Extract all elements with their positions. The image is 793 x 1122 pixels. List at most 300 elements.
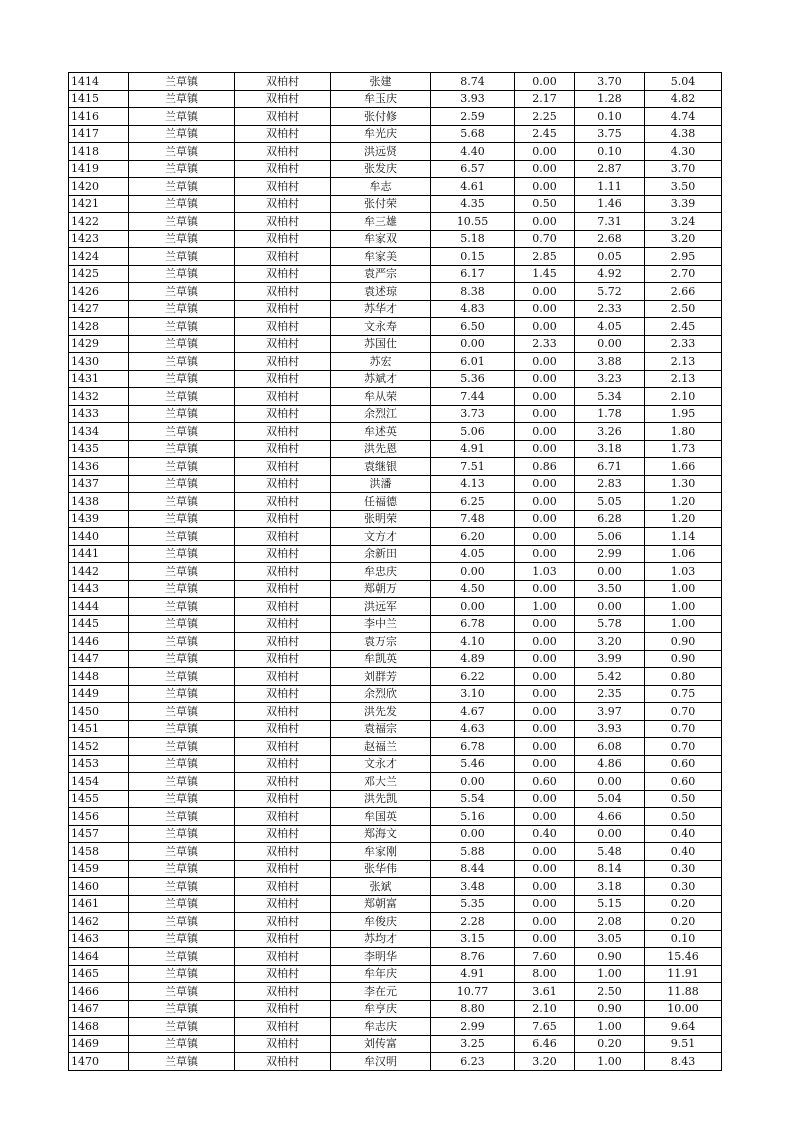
name-cell: 牟家刚	[331, 843, 431, 861]
row-id: 1439	[69, 510, 129, 528]
row-id: 1450	[69, 703, 129, 721]
row-id: 1423	[69, 230, 129, 248]
name-cell: 洪先恩	[331, 440, 431, 458]
table-row	[69, 825, 722, 843]
value-c-cell: 4.66	[575, 808, 645, 826]
row-id: 1429	[69, 335, 129, 353]
town-cell: 兰草镇	[129, 650, 235, 668]
table-row	[69, 265, 722, 283]
value-a-cell: 0.00	[431, 335, 515, 353]
town-cell: 兰草镇	[129, 580, 235, 598]
village-cell: 双柏村	[235, 668, 331, 686]
value-c-cell: 2.50	[575, 983, 645, 1001]
table-row	[69, 1018, 722, 1036]
row-id: 1461	[69, 895, 129, 913]
value-c-cell: 7.31	[575, 213, 645, 231]
value-c-cell: 2.33	[575, 300, 645, 318]
value-b-cell: 7.65	[515, 1018, 575, 1036]
value-d-cell: 5.04	[645, 73, 722, 91]
value-b-cell: 2.33	[515, 335, 575, 353]
value-b-cell: 0.00	[515, 405, 575, 423]
value-b-cell: 0.00	[515, 213, 575, 231]
value-d-cell: 1.30	[645, 475, 722, 493]
village-cell: 双柏村	[235, 90, 331, 108]
value-d-cell: 2.10	[645, 388, 722, 406]
town-cell: 兰草镇	[129, 73, 235, 91]
value-d-cell: 0.50	[645, 808, 722, 826]
town-cell: 兰草镇	[129, 948, 235, 966]
value-c-cell: 0.00	[575, 598, 645, 616]
name-cell: 袁述琼	[331, 283, 431, 301]
village-cell: 双柏村	[235, 790, 331, 808]
value-a-cell: 5.68	[431, 125, 515, 143]
row-id: 1464	[69, 948, 129, 966]
town-cell: 兰草镇	[129, 125, 235, 143]
village-cell: 双柏村	[235, 948, 331, 966]
table-row	[69, 808, 722, 826]
village-cell: 双柏村	[235, 370, 331, 388]
value-c-cell: 5.05	[575, 493, 645, 511]
village-cell: 双柏村	[235, 1000, 331, 1018]
value-a-cell: 3.25	[431, 1035, 515, 1053]
value-a-cell: 4.83	[431, 300, 515, 318]
table-row	[69, 300, 722, 318]
value-d-cell: 11.91	[645, 965, 722, 983]
name-cell: 文永寿	[331, 318, 431, 336]
table-row	[69, 423, 722, 441]
value-a-cell: 5.35	[431, 895, 515, 913]
row-id: 1440	[69, 528, 129, 546]
value-c-cell: 3.23	[575, 370, 645, 388]
town-cell: 兰草镇	[129, 528, 235, 546]
value-c-cell: 0.00	[575, 825, 645, 843]
town-cell: 兰草镇	[129, 1035, 235, 1053]
value-a-cell: 6.23	[431, 1053, 515, 1071]
value-c-cell: 0.00	[575, 335, 645, 353]
value-d-cell: 1.00	[645, 598, 722, 616]
table-row	[69, 1053, 722, 1071]
village-cell: 双柏村	[235, 458, 331, 476]
value-b-cell: 0.00	[515, 878, 575, 896]
value-a-cell: 6.78	[431, 615, 515, 633]
table-row	[69, 230, 722, 248]
value-d-cell: 2.13	[645, 370, 722, 388]
name-cell: 洪先发	[331, 703, 431, 721]
value-a-cell: 5.46	[431, 755, 515, 773]
village-cell: 双柏村	[235, 878, 331, 896]
table-row	[69, 580, 722, 598]
value-b-cell: 0.00	[515, 143, 575, 161]
value-d-cell: 2.45	[645, 318, 722, 336]
row-id: 1415	[69, 90, 129, 108]
table-row	[69, 405, 722, 423]
value-b-cell: 1.03	[515, 563, 575, 581]
town-cell: 兰草镇	[129, 755, 235, 773]
value-a-cell: 6.17	[431, 265, 515, 283]
town-cell: 兰草镇	[129, 615, 235, 633]
town-cell: 兰草镇	[129, 178, 235, 196]
town-cell: 兰草镇	[129, 143, 235, 161]
value-c-cell: 6.71	[575, 458, 645, 476]
town-cell: 兰草镇	[129, 230, 235, 248]
value-b-cell: 0.00	[515, 703, 575, 721]
value-d-cell: 1.03	[645, 563, 722, 581]
value-b-cell: 0.00	[515, 808, 575, 826]
value-b-cell: 3.20	[515, 1053, 575, 1071]
table-row	[69, 90, 722, 108]
value-b-cell: 0.50	[515, 195, 575, 213]
town-cell: 兰草镇	[129, 878, 235, 896]
value-b-cell: 0.60	[515, 773, 575, 791]
town-cell: 兰草镇	[129, 283, 235, 301]
name-cell: 文方才	[331, 528, 431, 546]
table-row	[69, 860, 722, 878]
value-d-cell: 1.95	[645, 405, 722, 423]
village-cell: 双柏村	[235, 405, 331, 423]
row-id: 1417	[69, 125, 129, 143]
town-cell: 兰草镇	[129, 1000, 235, 1018]
table-row	[69, 318, 722, 336]
value-c-cell: 1.11	[575, 178, 645, 196]
table-row	[69, 650, 722, 668]
village-cell: 双柏村	[235, 1018, 331, 1036]
row-id: 1424	[69, 248, 129, 266]
town-cell: 兰草镇	[129, 90, 235, 108]
table-row	[69, 388, 722, 406]
value-c-cell: 4.05	[575, 318, 645, 336]
value-b-cell: 0.00	[515, 650, 575, 668]
value-c-cell: 3.05	[575, 930, 645, 948]
village-cell: 双柏村	[235, 248, 331, 266]
value-a-cell: 4.50	[431, 580, 515, 598]
table-row	[69, 248, 722, 266]
value-d-cell: 3.50	[645, 178, 722, 196]
village-cell: 双柏村	[235, 738, 331, 756]
name-cell: 苏斌才	[331, 370, 431, 388]
town-cell: 兰草镇	[129, 825, 235, 843]
village-cell: 双柏村	[235, 965, 331, 983]
row-id: 1451	[69, 720, 129, 738]
table-row	[69, 353, 722, 371]
town-cell: 兰草镇	[129, 860, 235, 878]
value-d-cell: 9.51	[645, 1035, 722, 1053]
value-b-cell: 0.00	[515, 160, 575, 178]
town-cell: 兰草镇	[129, 773, 235, 791]
name-cell: 牟玉庆	[331, 90, 431, 108]
value-b-cell: 0.00	[515, 668, 575, 686]
value-d-cell: 1.14	[645, 528, 722, 546]
name-cell: 牟年庆	[331, 965, 431, 983]
village-cell: 双柏村	[235, 703, 331, 721]
town-cell: 兰草镇	[129, 248, 235, 266]
name-cell: 牟俊庆	[331, 913, 431, 931]
value-d-cell: 0.20	[645, 895, 722, 913]
value-c-cell: 0.90	[575, 1000, 645, 1018]
value-c-cell: 1.00	[575, 1053, 645, 1071]
value-a-cell: 3.15	[431, 930, 515, 948]
town-cell: 兰草镇	[129, 458, 235, 476]
value-b-cell: 0.00	[515, 318, 575, 336]
row-id: 1444	[69, 598, 129, 616]
value-b-cell: 0.00	[515, 790, 575, 808]
table-row	[69, 790, 722, 808]
town-cell: 兰草镇	[129, 108, 235, 126]
village-cell: 双柏村	[235, 528, 331, 546]
value-c-cell: 3.97	[575, 703, 645, 721]
value-a-cell: 5.06	[431, 423, 515, 441]
value-d-cell: 0.90	[645, 650, 722, 668]
value-a-cell: 2.28	[431, 913, 515, 931]
value-d-cell: 2.50	[645, 300, 722, 318]
value-c-cell: 1.28	[575, 90, 645, 108]
name-cell: 洪远军	[331, 598, 431, 616]
row-id: 1422	[69, 213, 129, 231]
value-d-cell: 0.60	[645, 755, 722, 773]
value-d-cell: 1.06	[645, 545, 722, 563]
row-id: 1442	[69, 563, 129, 581]
value-a-cell: 4.05	[431, 545, 515, 563]
table-row	[69, 738, 722, 756]
name-cell: 牟国英	[331, 808, 431, 826]
value-c-cell: 3.50	[575, 580, 645, 598]
row-id: 1427	[69, 300, 129, 318]
value-b-cell: 3.61	[515, 983, 575, 1001]
value-c-cell: 3.26	[575, 423, 645, 441]
row-id: 1452	[69, 738, 129, 756]
table-row	[69, 965, 722, 983]
value-d-cell: 0.10	[645, 930, 722, 948]
value-d-cell: 1.73	[645, 440, 722, 458]
name-cell: 牟光庆	[331, 125, 431, 143]
value-c-cell: 3.93	[575, 720, 645, 738]
village-cell: 双柏村	[235, 598, 331, 616]
table-row	[69, 948, 722, 966]
table-row	[69, 213, 722, 231]
name-cell: 赵福兰	[331, 738, 431, 756]
village-cell: 双柏村	[235, 720, 331, 738]
town-cell: 兰草镇	[129, 983, 235, 1001]
value-d-cell: 4.30	[645, 143, 722, 161]
row-id: 1448	[69, 668, 129, 686]
row-id: 1430	[69, 353, 129, 371]
value-a-cell: 8.44	[431, 860, 515, 878]
name-cell: 李中兰	[331, 615, 431, 633]
row-id: 1465	[69, 965, 129, 983]
table-row	[69, 930, 722, 948]
name-cell: 张明荣	[331, 510, 431, 528]
town-cell: 兰草镇	[129, 370, 235, 388]
village-cell: 双柏村	[235, 580, 331, 598]
row-id: 1438	[69, 493, 129, 511]
data-table	[68, 72, 722, 1071]
table-row	[69, 440, 722, 458]
name-cell: 刘群芳	[331, 668, 431, 686]
value-c-cell: 5.04	[575, 790, 645, 808]
village-cell: 双柏村	[235, 353, 331, 371]
value-c-cell: 6.28	[575, 510, 645, 528]
value-d-cell: 1.20	[645, 493, 722, 511]
value-b-cell: 2.10	[515, 1000, 575, 1018]
value-d-cell: 0.70	[645, 703, 722, 721]
row-id: 1437	[69, 475, 129, 493]
value-b-cell: 2.45	[515, 125, 575, 143]
village-cell: 双柏村	[235, 335, 331, 353]
value-d-cell: 1.80	[645, 423, 722, 441]
table-row	[69, 1035, 722, 1053]
value-c-cell: 1.00	[575, 1018, 645, 1036]
name-cell: 郑海文	[331, 825, 431, 843]
row-id: 1443	[69, 580, 129, 598]
value-c-cell: 3.88	[575, 353, 645, 371]
value-a-cell: 5.36	[431, 370, 515, 388]
town-cell: 兰草镇	[129, 703, 235, 721]
name-cell: 袁福宗	[331, 720, 431, 738]
table-row	[69, 528, 722, 546]
value-d-cell: 3.20	[645, 230, 722, 248]
name-cell: 文永才	[331, 755, 431, 773]
town-cell: 兰草镇	[129, 510, 235, 528]
village-cell: 双柏村	[235, 283, 331, 301]
value-d-cell: 0.20	[645, 913, 722, 931]
value-c-cell: 0.05	[575, 248, 645, 266]
value-b-cell: 0.00	[515, 423, 575, 441]
row-id: 1432	[69, 388, 129, 406]
value-d-cell: 4.38	[645, 125, 722, 143]
town-cell: 兰草镇	[129, 335, 235, 353]
village-cell: 双柏村	[235, 825, 331, 843]
value-a-cell: 6.78	[431, 738, 515, 756]
town-cell: 兰草镇	[129, 685, 235, 703]
name-cell: 牟从荣	[331, 388, 431, 406]
value-d-cell: 15.46	[645, 948, 722, 966]
row-id: 1457	[69, 825, 129, 843]
value-a-cell: 3.73	[431, 405, 515, 423]
value-c-cell: 2.68	[575, 230, 645, 248]
value-a-cell: 5.88	[431, 843, 515, 861]
row-id: 1418	[69, 143, 129, 161]
table-row	[69, 195, 722, 213]
village-cell: 双柏村	[235, 860, 331, 878]
town-cell: 兰草镇	[129, 405, 235, 423]
value-a-cell: 6.22	[431, 668, 515, 686]
value-a-cell: 10.77	[431, 983, 515, 1001]
value-a-cell: 8.76	[431, 948, 515, 966]
value-a-cell: 8.74	[431, 73, 515, 91]
value-c-cell: 0.20	[575, 1035, 645, 1053]
value-b-cell: 0.00	[515, 930, 575, 948]
name-cell: 牟忠庆	[331, 563, 431, 581]
row-id: 1468	[69, 1018, 129, 1036]
value-b-cell: 2.85	[515, 248, 575, 266]
value-d-cell: 0.75	[645, 685, 722, 703]
value-c-cell: 8.14	[575, 860, 645, 878]
table-row	[69, 615, 722, 633]
value-c-cell: 2.99	[575, 545, 645, 563]
town-cell: 兰草镇	[129, 1018, 235, 1036]
village-cell: 双柏村	[235, 615, 331, 633]
town-cell: 兰草镇	[129, 265, 235, 283]
village-cell: 双柏村	[235, 755, 331, 773]
village-cell: 双柏村	[235, 300, 331, 318]
village-cell: 双柏村	[235, 843, 331, 861]
row-id: 1453	[69, 755, 129, 773]
value-a-cell: 4.89	[431, 650, 515, 668]
town-cell: 兰草镇	[129, 633, 235, 651]
village-cell: 双柏村	[235, 545, 331, 563]
table-row	[69, 1000, 722, 1018]
value-d-cell: 0.60	[645, 773, 722, 791]
table-row	[69, 143, 722, 161]
village-cell: 双柏村	[235, 1053, 331, 1071]
row-id: 1416	[69, 108, 129, 126]
town-cell: 兰草镇	[129, 720, 235, 738]
row-id: 1455	[69, 790, 129, 808]
row-id: 1446	[69, 633, 129, 651]
value-b-cell: 0.00	[515, 283, 575, 301]
name-cell: 袁严宗	[331, 265, 431, 283]
value-a-cell: 6.50	[431, 318, 515, 336]
row-id: 1433	[69, 405, 129, 423]
name-cell: 张建	[331, 73, 431, 91]
value-d-cell: 2.13	[645, 353, 722, 371]
name-cell: 牟凯英	[331, 650, 431, 668]
value-b-cell: 0.00	[515, 370, 575, 388]
town-cell: 兰草镇	[129, 895, 235, 913]
value-a-cell: 0.00	[431, 598, 515, 616]
value-b-cell: 0.00	[515, 615, 575, 633]
village-cell: 双柏村	[235, 475, 331, 493]
row-id: 1431	[69, 370, 129, 388]
town-cell: 兰草镇	[129, 545, 235, 563]
name-cell: 张付荣	[331, 195, 431, 213]
village-cell: 双柏村	[235, 650, 331, 668]
value-c-cell: 4.86	[575, 755, 645, 773]
value-c-cell: 0.10	[575, 108, 645, 126]
row-id: 1425	[69, 265, 129, 283]
town-cell: 兰草镇	[129, 318, 235, 336]
value-d-cell: 2.95	[645, 248, 722, 266]
value-b-cell: 0.00	[515, 720, 575, 738]
table-row	[69, 773, 722, 791]
row-id: 1456	[69, 808, 129, 826]
town-cell: 兰草镇	[129, 195, 235, 213]
town-cell: 兰草镇	[129, 668, 235, 686]
value-a-cell: 6.25	[431, 493, 515, 511]
village-cell: 双柏村	[235, 213, 331, 231]
name-cell: 苏国仕	[331, 335, 431, 353]
value-c-cell: 3.18	[575, 440, 645, 458]
value-c-cell: 3.20	[575, 633, 645, 651]
value-a-cell: 4.67	[431, 703, 515, 721]
name-cell: 牟汉明	[331, 1053, 431, 1071]
value-b-cell: 2.17	[515, 90, 575, 108]
value-d-cell: 4.82	[645, 90, 722, 108]
name-cell: 牟家双	[331, 230, 431, 248]
table-row	[69, 283, 722, 301]
town-cell: 兰草镇	[129, 913, 235, 931]
row-id: 1435	[69, 440, 129, 458]
value-c-cell: 5.48	[575, 843, 645, 861]
value-d-cell: 2.33	[645, 335, 722, 353]
value-a-cell: 4.40	[431, 143, 515, 161]
value-d-cell: 0.70	[645, 720, 722, 738]
value-c-cell: 0.10	[575, 143, 645, 161]
table-row	[69, 843, 722, 861]
value-b-cell: 0.00	[515, 528, 575, 546]
village-cell: 双柏村	[235, 195, 331, 213]
village-cell: 双柏村	[235, 773, 331, 791]
row-id: 1447	[69, 650, 129, 668]
